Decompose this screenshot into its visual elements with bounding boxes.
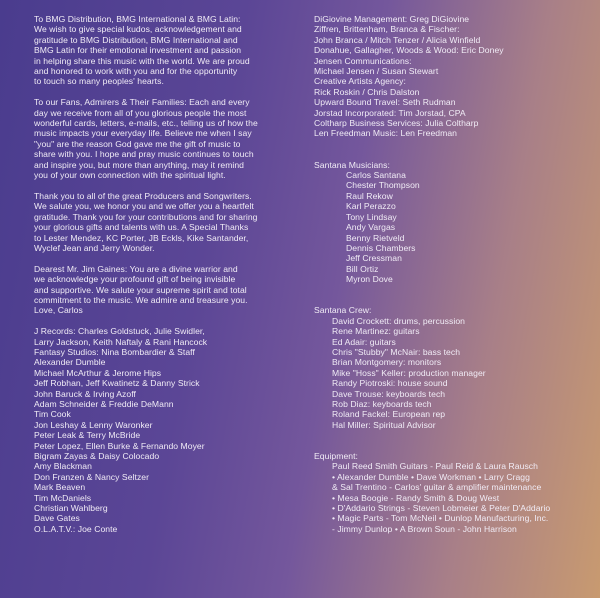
list-item: Peter Leak & Terry McBride <box>34 430 141 441</box>
list-item: Myron Dove <box>346 274 393 285</box>
list-item: Hal Miller: Spiritual Advisor <box>332 419 436 430</box>
list-item: Bigram Zayas & Daisy Colocado <box>34 451 160 461</box>
list-item: Raul Rekow <box>346 190 393 201</box>
equipment-list <box>314 461 584 534</box>
list-item: Adam Schneider & Freddie DeMann <box>34 398 174 409</box>
list-item: Michael Jensen / Susan Stewart <box>314 66 439 77</box>
list-item: Larry Jackson, Keith Naftaly & Rani Hancock <box>34 336 208 347</box>
jim-gaines-paragraph: Dearest Mr. Jim Gaines: You are a divine warrior and we acknowledge your profound gift of being invisible and supportive. We salute your supreme spirit and total commitment to the music. We admire and treasure you. Love, Carlos <box>34 263 248 316</box>
list-item: Donahue, Gallagher, Woods & Wood: Eric Doney <box>314 45 504 56</box>
list-item: Coltharp Business Services: Julia Coltharp <box>314 118 479 129</box>
list-item: Jorstad Incorporated: Tim Jorstad, CPA <box>314 107 466 118</box>
left-column <box>34 14 302 534</box>
list-item: Jensen Communications: <box>314 55 412 66</box>
list-item: Dave Gates <box>34 513 80 524</box>
list-item: Jeff Cressman <box>346 253 402 264</box>
list-item: Fantasy Studios: Nina Bombardier & Staff <box>34 346 195 357</box>
list-item: Michael McArthur & Jerome Hips <box>34 367 162 378</box>
fans-thanks-paragraph: To our Fans, Admirers & Their Families: Each and every day we receive from all of you glorious people the most wonderful cards, letters, e-mails, etc., telling us of how the music impacts your everyday life. Believe me when I say "you" are the reason God gave me the gift of music to share with you. I hope and pray music continues to touch and inspire you, but more than anything, may it remind you of your own connection with the spiritual light. <box>34 97 258 181</box>
list-item: John Baruck & Irving Azoff <box>34 388 136 399</box>
list-item: • Alexander Dumble • Dave Workman • Larry Cragg <box>332 471 530 482</box>
list-item: Don Franzen & Nancy Seltzer <box>34 471 150 482</box>
list-item: - Jimmy Dunlop • A Brown Soun - John Harrison <box>332 523 517 534</box>
list-item: Rob Diaz: keyboards tech <box>332 398 432 409</box>
list-item: Jeff Robhan, Jeff Kwatinetz & Danny Strick <box>34 378 200 389</box>
musicians-heading: Santana Musicians: <box>314 159 390 170</box>
list-item: Rick Roskin / Chris Dalston <box>314 86 420 97</box>
list-item: Jon Leshay & Lenny Waronker <box>34 419 153 430</box>
list-item: • Mesa Boogie - Randy Smith & Doug West <box>332 492 500 503</box>
list-item: Brian Montgomery: monitors <box>332 357 442 368</box>
list-item: Randy Piotroski: house sound <box>332 378 448 389</box>
list-item: Alexander Dumble <box>34 357 106 368</box>
list-item: Tony Lindsay <box>346 211 397 222</box>
list-item: Tim McDaniels <box>34 492 92 503</box>
list-item: David Crockett: drums, percussion <box>332 315 465 326</box>
list-item: Mike "Hoss" Keller: production manager <box>332 367 486 378</box>
list-item: Benny Rietveld <box>346 232 405 243</box>
list-item: Rene Martinez: guitars <box>332 326 420 337</box>
crew-list <box>314 316 584 430</box>
list-item: J Records: Charles Goldstuck, Julie Swidler, <box>34 326 205 337</box>
equipment-heading: Equipment: <box>314 450 358 461</box>
list-item: John Branca / Mitch Tenzer / Alicia Winfield <box>314 34 481 45</box>
list-item: Creative Artists Agency: <box>314 76 406 87</box>
list-item: Tim Cook <box>34 409 71 420</box>
list-item: Dave Trouse: keyboards tech <box>332 388 446 399</box>
bmg-thanks-paragraph: To BMG Distribution, BMG International & BMG Latin: We wish to give special kudos, acknowledgement and gratitude to BMG Distribution, BMG International and BMG Latin for their emotional investment and passion in helping share this music with the world. We are proud and honored to work with you and for the opportunity to touch so many peoples' hearts. <box>34 14 250 87</box>
list-item: Karl Perazzo <box>346 201 396 212</box>
list-item: Chris "Stubby" McNair: bass tech <box>332 346 461 357</box>
list-item: Amy Blackman <box>34 461 92 472</box>
musicians-list <box>314 170 584 284</box>
list-item: • D'Addario Strings - Steven Lobmeier & Peter D'Addario <box>332 503 551 513</box>
list-item: Bill Ortiz <box>346 263 379 274</box>
list-item: Andy Vargas <box>346 222 396 233</box>
list-item: • Magic Parts - Tom McNeil • Dunlop Manufacturing, Inc. <box>332 513 549 524</box>
list-item: Chester Thompson <box>346 180 420 191</box>
list-item: Paul Reed Smith Guitars - Paul Reid & Laura Rausch <box>332 461 538 472</box>
list-item: & Sal Trentino - Carlos' guitar & amplifier maintenance <box>332 482 542 493</box>
thanks-list <box>34 326 302 534</box>
list-item: Ziffren, Brittenham, Branca & Fischer: <box>314 24 460 35</box>
list-item: Mark Beaven <box>34 482 86 493</box>
list-item: Len Freedman Music: Len Freedman <box>314 128 457 139</box>
list-item: O.L.A.T.V.: Joe Conte <box>34 523 118 534</box>
management-list <box>314 14 584 139</box>
list-item: Dennis Chambers <box>346 242 416 253</box>
list-item: Peter Lopez, Ellen Burke & Fernando Moyer <box>34 440 205 451</box>
right-column <box>314 14 584 534</box>
list-item: Upward Bound Travel: Seth Rudman <box>314 97 456 108</box>
list-item: Carlos Santana <box>346 170 406 181</box>
list-item: Ed Adair: guitars <box>332 336 396 347</box>
producers-thanks-paragraph: Thank you to all of the great Producers and Songwriters. We salute you, we honor you and we offer you a heartfelt gratitude. Thank you for your contributions and for sharing your glorious gifts and talents with us. A Special Thanks to Lester Mendez, KC Porter, JB Eckls, Kike Santander, Wyclef Jean and Jerry Wonder. <box>34 190 258 253</box>
list-item: Christian Wahlberg <box>34 503 108 514</box>
list-item: DiGiovine Management: Greg DiGiovine <box>314 14 470 24</box>
crew-heading: Santana Crew: <box>314 305 372 316</box>
list-item: Roland Fackel: European rep <box>332 409 446 420</box>
